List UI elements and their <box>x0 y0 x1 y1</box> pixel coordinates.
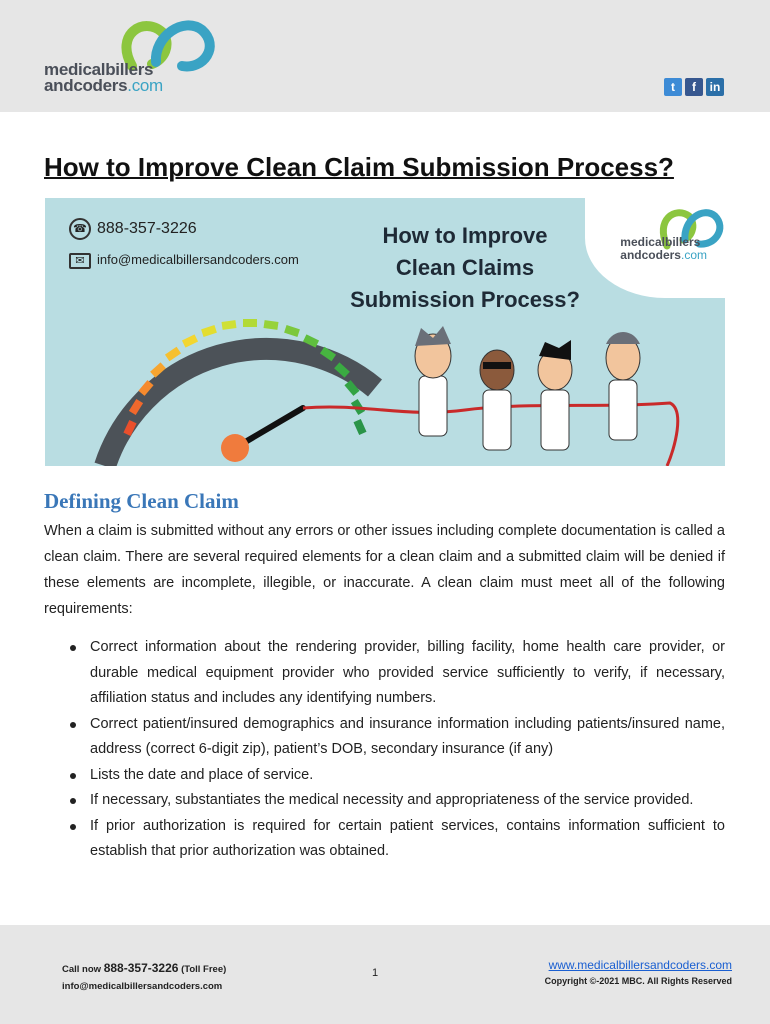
list-item <box>44 635 725 712</box>
footer-email[interactable]: info@medicalbillersandcoders.com <box>62 981 223 992</box>
logo-text <box>44 62 163 94</box>
banner-headline <box>345 220 585 316</box>
banner-headline-line-2: Clean Claims <box>395 255 535 280</box>
needle-hub <box>221 434 249 462</box>
footer-website-link[interactable]: www.medicalbillersandcoders.com <box>548 958 732 972</box>
twitter-icon[interactable]: t <box>664 78 682 96</box>
phone-icon: ☎ <box>69 218 91 240</box>
footer-right <box>545 957 732 989</box>
list-item-text: Correct information about the rendering provider, billing facility, home health care provider, or durable medical equipment provider who provided service sufficiently to verify, if necessary, affiliation status and includes any identifying numbers. <box>90 639 725 706</box>
banner-logo-panel <box>585 198 725 298</box>
logo-suffix: .com <box>127 76 163 95</box>
bullet-icon <box>70 824 76 830</box>
list-item-text: If necessary, substantiates the medical necessity and appropriateness of the service provided. <box>90 792 694 808</box>
company-logo[interactable] <box>44 14 224 104</box>
banner-phone-number: 888-357-3226 <box>97 220 197 238</box>
requirements-list <box>44 635 725 865</box>
banner-logo-line-1: medicalbillers <box>620 235 701 249</box>
bullet-icon <box>70 722 76 728</box>
email-icon: ✉ <box>69 253 91 269</box>
facebook-icon[interactable]: f <box>685 78 703 96</box>
banner-headline-line-1: How to Improve <box>382 223 548 248</box>
bullet-icon <box>70 645 76 651</box>
footer-call-number[interactable]: 888-357-3226 <box>103 961 179 975</box>
list-item-text: If prior authorization is required for certain patient services, contains information sufficient to establish that prior authorization was obtained. <box>90 817 725 859</box>
banner-headline-line-3: Submission Process? <box>350 287 580 312</box>
page-footer <box>0 925 770 1024</box>
section-paragraph: When a claim is submitted without any errors or other issues including complete documentation is called a clean claim. There are several required elements for a clean claim and a submitted claim will be denied if these elements are incomplete, illegible, or inaccurate. A clean claim must meet all of the following requirements: <box>44 523 725 617</box>
banner-phone <box>69 218 197 240</box>
page-header <box>0 0 770 112</box>
banner-logo-line-2: andcoders <box>620 248 681 262</box>
list-item <box>44 788 725 814</box>
bullet-icon <box>70 798 76 804</box>
list-item <box>44 763 725 789</box>
footer-contact <box>62 960 226 995</box>
list-item <box>44 814 725 865</box>
social-links <box>664 78 724 96</box>
banner-email-address: info@medicalbillersandcoders.com <box>97 252 299 267</box>
logo-line-2: andcoders <box>44 76 128 95</box>
footer-call-suffix: (Toll Free) <box>178 964 227 975</box>
linkedin-icon[interactable]: in <box>706 78 724 96</box>
banner-email <box>69 252 299 269</box>
logo-line-1: medicalbillers <box>44 60 154 79</box>
footer-copyright: Copyright ©-2021 MBC. All Rights Reserved <box>544 976 732 986</box>
banner-logo-text <box>620 236 707 262</box>
list-item-text: Lists the date and place of service. <box>90 766 314 783</box>
bullet-icon <box>70 773 76 779</box>
cartoon-people <box>415 326 640 450</box>
hero-banner <box>45 198 725 466</box>
page-number: 1 <box>372 967 379 979</box>
footer-call-prefix: Call now <box>62 964 104 975</box>
list-item <box>44 712 725 763</box>
page-title: How to Improve Clean Claim Submission Process? <box>44 152 674 182</box>
list-item-text: Correct patient/insured demographics and insurance information including patients/insured name, address (correct 6-digit zip), patient’s DOB, secondary insurance (if any) <box>90 715 725 757</box>
section-heading: Defining Clean Claim <box>44 489 239 513</box>
banner-logo-suffix: .com <box>680 248 707 262</box>
